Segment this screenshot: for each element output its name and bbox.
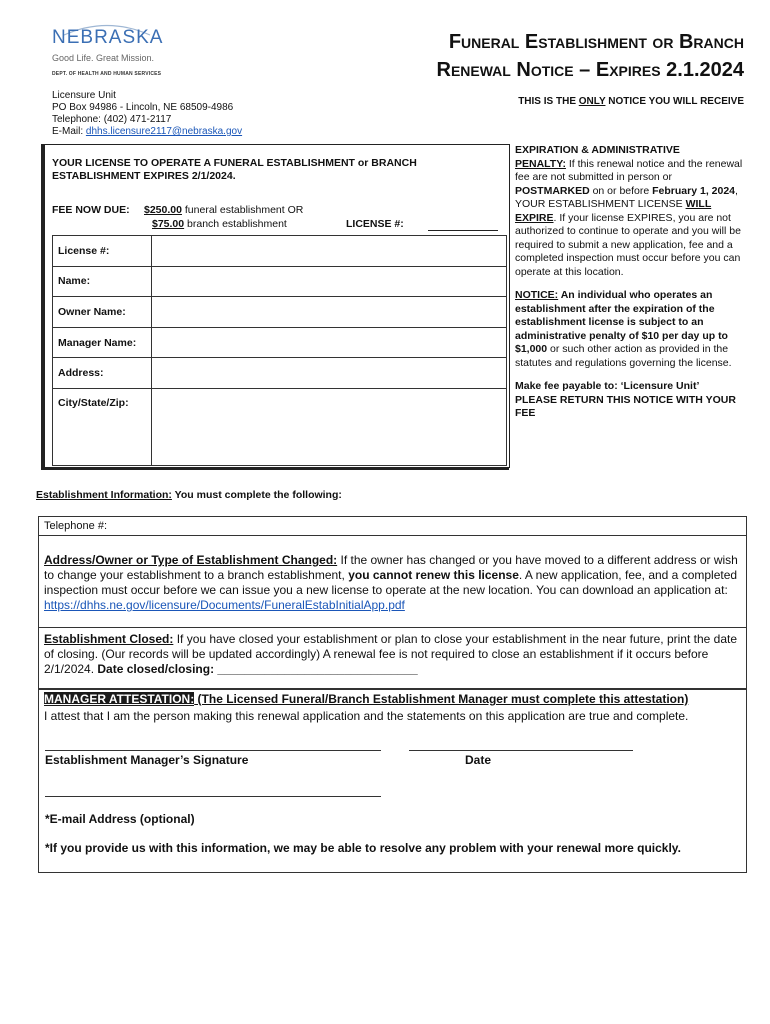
name-input[interactable] [152, 266, 507, 297]
contact-email-row: E-Mail: dhhs.licensure2117@nebraska.gov [52, 126, 243, 137]
attestation-heading: MANAGER ATTESTATION: (The Licensed Funeral/Branch Establishment Manager must complete this attestation) [44, 692, 689, 706]
table-row [53, 327, 507, 358]
field-label: Name: [53, 266, 152, 297]
date-label: Date [465, 753, 492, 767]
establishment-closed-text: Establishment Closed: If you have closed your establishment or plan to close your establishment in the near future, print the date of closing. (Our records will be updated accordingly) A renewal fee is not required to close an establishment if it occurs before 2/1/2024. Date closed/closing: ______________________________ [44, 632, 738, 676]
email-field[interactable] [45, 796, 381, 797]
table-row [53, 236, 507, 267]
email-label: *E-mail Address (optional) [45, 812, 195, 826]
field-label: License #: [53, 236, 152, 267]
table-row [53, 266, 507, 297]
logo-wordmark: NEBRASKA [52, 27, 164, 48]
field-label: Manager Name: [53, 327, 152, 358]
manager-attestation-box [38, 689, 747, 873]
manager-name-input[interactable] [152, 327, 507, 358]
penalty-notice-paragraph: NOTICE: An individual who operates an establishment after the expiration of the establishment license is subject to an administrative penalty of $10 per day up to $1,000 or such other action as provided in the statutes and regulations governing the license. [515, 289, 732, 369]
owner-name-input[interactable] [152, 297, 507, 328]
only-notice: THIS IS THE ONLY NOTICE YOU WILL RECEIVE [518, 96, 744, 107]
attestation-footnote: *If you provide us with this information, we may be able to resolve any problem with your renewal more quickly. [45, 841, 681, 855]
license-number-label: LICENSE #: [346, 218, 404, 230]
date-closed-field[interactable]: : ______________________________ [210, 662, 418, 676]
contact-unit: Licensure Unit [52, 90, 116, 101]
city-state-zip-input[interactable] [152, 388, 507, 465]
establishment-closed-box [38, 627, 747, 689]
signature-date-field[interactable] [409, 750, 633, 751]
contact-email-link[interactable]: dhhs.licensure2117@nebraska.gov [85, 126, 243, 137]
field-label: Address: [53, 358, 152, 389]
address-input[interactable] [152, 358, 507, 389]
contact-address: PO Box 94986 - Lincoln, NE 68509-4986 [52, 102, 234, 113]
payable-paragraph: Make fee payable to: ‘Licensure Unit’ PLEASE RETURN THIS NOTICE WITH YOUR FEE [515, 380, 736, 419]
fee-label: FEE NOW DUE: [52, 204, 130, 216]
contact-telephone: Telephone: (402) 471-2117 [52, 114, 172, 125]
address-change-box [38, 535, 747, 629]
table-row [53, 297, 507, 328]
table-row [53, 358, 507, 389]
title-line-2: Renewal Notice – Expires 2.1.2024 [436, 59, 744, 81]
field-label: Owner Name: [53, 297, 152, 328]
page-title [437, 28, 745, 84]
manager-signature-field[interactable] [45, 750, 381, 751]
attestation-statement: I attest that I am the person making this renewal application and the statements on this application are true and complete. [44, 709, 689, 723]
license-number-field[interactable] [428, 230, 498, 231]
logo-tagline: Good Life. Great Mission. [52, 53, 155, 63]
fee-branch: $75.00 branch establishment [152, 218, 287, 230]
signature-label: Establishment Manager’s Signature [45, 753, 249, 767]
license-number-input[interactable] [152, 236, 507, 267]
address-change-text: Address/Owner or Type of Establishment Changed: If the owner has changed or you have moved to a different address or wish to change your establishment to a branch establishment, you cannot renew this license. A new application, fee, and a completed inspection must occur before we can issue you a new license to operate at the new location. You can download an application at: https://dhhs.ne.gov/licensure/Documents/FuneralEstabInitialApp.pdf [44, 553, 738, 612]
logo-dept: DEPT. OF HEALTH AND HUMAN SERVICES [52, 71, 162, 77]
expiration-paragraph: EXPIRATION & ADMINISTRATIVE PENALTY: If this renewal notice and the renewal fee are not submitted in person or POSTMARKED on or before February 1, 2024, YOUR ESTABLISHMENT LICENSE WILL EXPIRE. If your license EXPIRES, you are not authorized to continue to operate and you will be required to submit a new application, fee and a completed inspection must occur before you can operate at this location. [515, 144, 743, 278]
telephone-box[interactable] [38, 516, 747, 537]
license-fields-table [52, 235, 507, 466]
telephone-label: Telephone #: [44, 520, 107, 532]
establishment-info-heading: Establishment Information: You must complete the following: [36, 489, 342, 501]
expiration-notice-column [515, 144, 747, 431]
contact-block [52, 90, 242, 138]
title-line-1: Funeral Establishment or Branch [448, 31, 744, 53]
fee-funeral: $250.00 funeral establishment OR [144, 204, 304, 216]
table-row [53, 388, 507, 465]
field-label: City/State/Zip: [53, 388, 152, 465]
application-download-link[interactable]: https://dhhs.ne.gov/licensure/Documents/FuneralEstabInitialApp.pdf [44, 598, 405, 612]
license-expires-text: YOUR LICENSE TO OPERATE A FUNERAL ESTABLISHMENT or BRANCH ESTABLISHMENT EXPIRES 2/1/2024. [52, 157, 417, 182]
